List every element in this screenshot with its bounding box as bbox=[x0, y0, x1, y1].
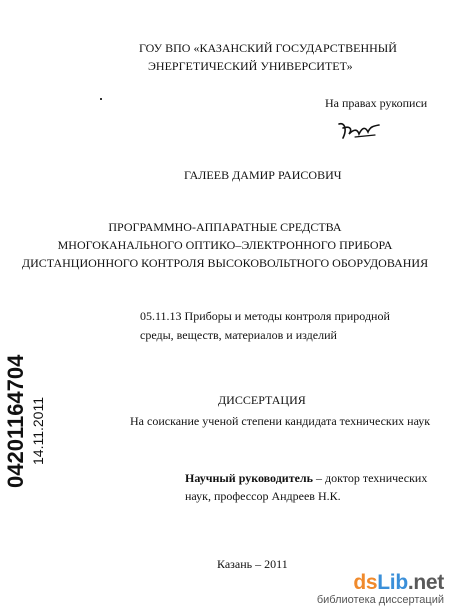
city-year: Казань – 2011 bbox=[217, 557, 288, 571]
dslib-logo-net: .net bbox=[407, 571, 444, 594]
title-line-3: ДИСТАНЦИОННОГО КОНТРОЛЯ ВЫСОКОВОЛЬТНОГО ОБОРУДОВАНИЯ bbox=[21, 256, 429, 270]
specialty-line-2: среды, веществ, материалов и изделий bbox=[140, 328, 337, 342]
supervisor-label: Научный руководитель bbox=[185, 471, 313, 485]
institution-line-1: ГОУ ВПО «КАЗАНСКИЙ ГОСУДАРСТВЕННЫЙ bbox=[139, 41, 397, 55]
dslib-logo-text bbox=[353, 571, 444, 594]
title-line-1: ПРОГРАММНО-АППАРАТНЫЕ СРЕДСТВА bbox=[108, 220, 342, 234]
library-stamp-date: 14.11.2011 bbox=[30, 397, 46, 465]
dslib-subtitle: библиотека диссертаций bbox=[316, 594, 444, 606]
author-name: ГАЛЕЕВ ДАМИР РАИСОВИЧ bbox=[184, 168, 342, 182]
scan-speck bbox=[100, 98, 102, 100]
signature-handwritten bbox=[335, 118, 385, 144]
institution-line-2: ЭНЕРГЕТИЧЕСКИЙ УНИВЕРСИТЕТ» bbox=[148, 59, 353, 73]
dslib-logo-ds: ds bbox=[353, 571, 378, 594]
supervisor-line-1 bbox=[185, 471, 427, 485]
library-stamp-number: 04201164704 bbox=[3, 354, 28, 488]
supervisor-degree: – доктор технических bbox=[313, 471, 428, 485]
title-line-2: МНОГОКАНАЛЬНОГО ОПТИКО–ЭЛЕКТРОННОГО ПРИБОРА bbox=[57, 238, 393, 252]
degree-line: На соискание ученой степени кандидата технических наук bbox=[130, 414, 431, 428]
supervisor-line-2: наук, профессор Андреев Н.К. bbox=[185, 489, 341, 503]
dslib-logo-lib: Lib bbox=[377, 571, 408, 594]
work-type: ДИССЕРТАЦИЯ bbox=[218, 393, 306, 407]
specialty-line-1: 05.11.13 Приборы и методы контроля природной bbox=[140, 309, 390, 323]
manuscript-rights: На правах рукописи bbox=[325, 96, 428, 110]
dslib-watermark bbox=[294, 572, 444, 607]
dslib-logo bbox=[294, 572, 444, 594]
